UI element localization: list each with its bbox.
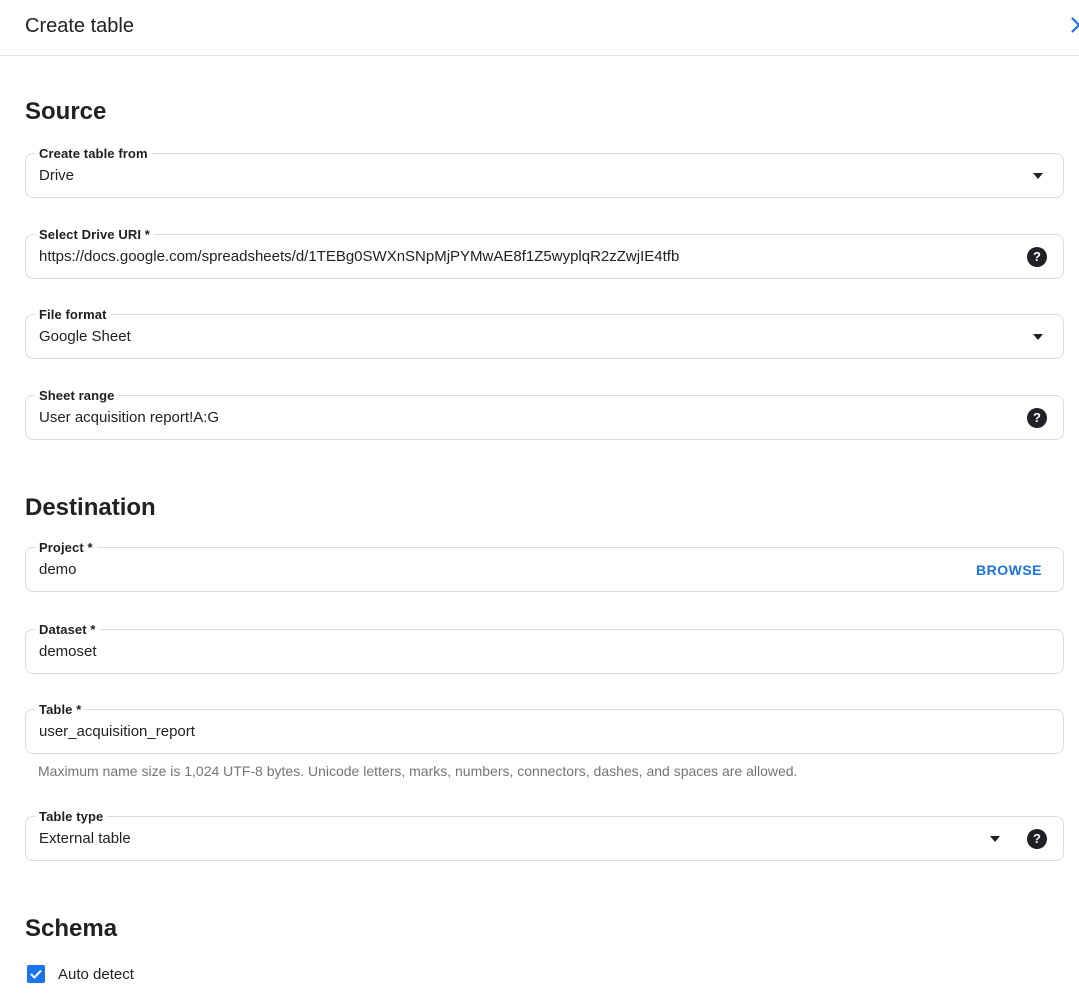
file-format-select[interactable]	[25, 307, 1064, 359]
sheet-range-label: Sheet range	[35, 387, 119, 404]
table-type-select[interactable]	[25, 809, 1064, 861]
help-icon[interactable]: ?	[1027, 408, 1047, 428]
project-label: Project *	[35, 539, 97, 556]
sheet-range-value: User acquisition report!A:G	[39, 409, 220, 426]
file-format-value: Google Sheet	[39, 328, 131, 345]
table-name-input[interactable]	[25, 702, 1064, 754]
create-table-from-label: Create table from	[35, 145, 152, 162]
drive-uri-label: Select Drive URI *	[35, 226, 154, 243]
auto-detect-row	[25, 965, 1064, 983]
help-icon[interactable]: ?	[1027, 247, 1047, 267]
chevron-down-icon[interactable]	[990, 836, 1000, 842]
page-title: Create table	[25, 15, 134, 37]
chevron-down-icon[interactable]	[1033, 173, 1043, 179]
table-name-helper-text: Maximum name size is 1,024 UTF-8 bytes. Unicode letters, marks, numbers, connectors, dashes, and spaces are allowed.	[38, 763, 798, 779]
dataset-value: demoset	[39, 643, 97, 660]
table-type-label: Table type	[35, 808, 107, 825]
schema-section-heading: Schema	[25, 915, 118, 942]
project-value: demo	[39, 561, 77, 578]
source-section-heading: Source	[25, 98, 107, 125]
chevron-down-icon[interactable]	[1033, 334, 1043, 340]
drive-uri-input[interactable]	[25, 227, 1064, 279]
project-input[interactable]	[25, 540, 1064, 592]
table-name-label: Table *	[35, 701, 85, 718]
auto-detect-label: Auto detect	[58, 965, 134, 983]
table-name-value: user_acquisition_report	[39, 723, 195, 740]
create-table-from-select[interactable]	[25, 146, 1064, 198]
sheet-range-input[interactable]	[25, 388, 1064, 440]
create-table-from-value: Drive	[39, 167, 75, 184]
dataset-input[interactable]	[25, 622, 1064, 674]
help-icon[interactable]: ?	[1027, 829, 1047, 849]
check-icon	[30, 969, 42, 979]
close-icon[interactable]	[1067, 13, 1079, 37]
file-format-label: File format	[35, 306, 111, 323]
destination-section-heading: Destination	[25, 494, 156, 521]
browse-button[interactable]: BROWSE	[976, 561, 1042, 578]
panel-header	[0, 0, 1079, 56]
create-table-form	[0, 96, 1079, 983]
auto-detect-checkbox[interactable]	[27, 965, 45, 983]
drive-uri-value: https://docs.google.com/spreadsheets/d/1TEBg0SWXnSNpMjPYMwAE8f1Z5wyplqR2zZwjIE4tfb	[39, 248, 680, 265]
table-type-value: External table	[39, 830, 131, 847]
dataset-label: Dataset *	[35, 621, 100, 638]
